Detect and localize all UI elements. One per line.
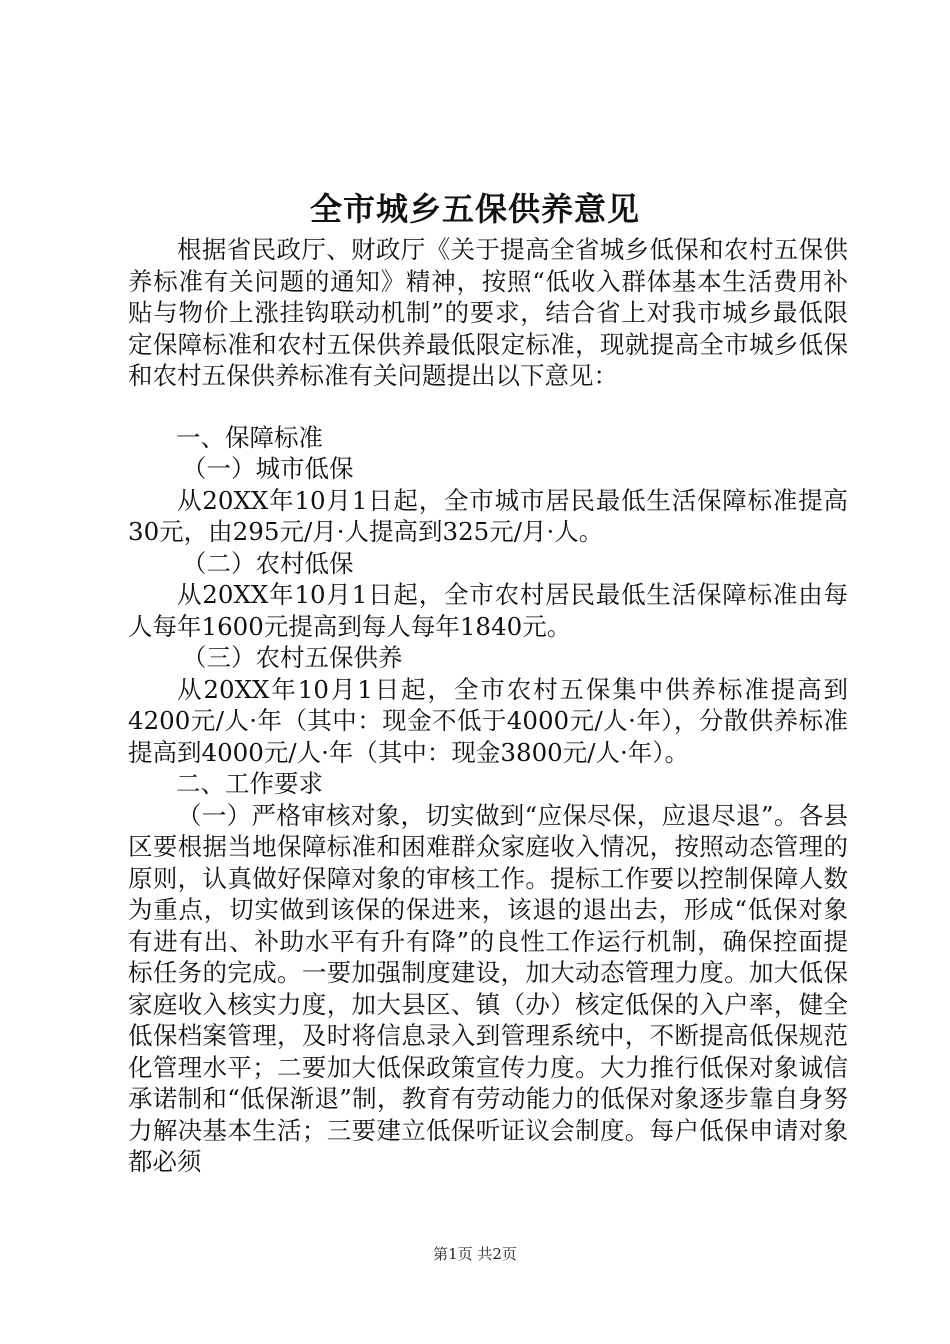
page-footer: 第1页 共2页 xyxy=(433,1245,517,1263)
section2-paragraph: （一）严格审核对象，切实做到“应保尽保，应退尽退”。各县区要根据当地保障标准和困难群众家庭收入情况，按照动态管理的原则，认真做好保障对象的审核工作。提标工作要以控制保障人数为重点，切实做到该保的保进来，该退的退出去，形成“低保对象有进有出、补助水平有升有降”的良性工作运行机制，确保控面提标任务的完成。一要加强制度建设，加大动态管理力度。加大低保家庭收入核实力度，加大县区、镇（办）核定低保的入户率，健全低保档案管理，及时将信息录入到管理系统中，不断提高低保规范化管理水平；二要加大低保政策宣传力度。大力推行低保对象诚信承诺制和“低保渐退”制，教育有劳动能力的低保对象逐步靠自身努力解决基本生活；三要建立低保听证议会制度。每户低保申请对象都必须 xyxy=(128,800,848,1176)
intro-paragraph: 根据省民政厅、财政厅《关于提高全省城乡低保和农村五保供养标准有关问题的通知》精神，按照“低收入群体基本生活费用补贴与物价上涨挂钩联动机制”的要求，结合省上对我市城乡最低限定保障标准和农村五保供养最低限定标准，现就提高全市城乡低保和农村五保供养标准有关问题提出以下意见： xyxy=(128,235,848,390)
section1-sub3-text: 从20XX年10月1日起，全市农村五保集中供养标准提高到4200元/人·年（其中：现金不低于4000元/人·年），分散供养标准提高到4000元/人·年（其中：现金3800元/人·年）。 xyxy=(128,674,848,767)
section1-sub1-heading: （一）城市低保 xyxy=(182,454,354,483)
document-title: 全市城乡五保供养意见 xyxy=(309,190,640,228)
section1-sub2-heading: （二）农村低保 xyxy=(182,548,354,578)
section1-heading: 一、保障标准 xyxy=(176,422,323,452)
section1-sub3-heading: （三）农村五保供养 xyxy=(182,643,403,672)
paragraph-gap xyxy=(128,392,848,422)
document-body xyxy=(128,234,848,1178)
section1-sub1-text: 从20XX年10月1日起，全市城市居民最低生活保障标准提高30元，由295元/月·人提高到325元/月·人。 xyxy=(128,485,848,546)
section1-sub2-text: 从20XX年10月1日起，全市农村居民最低生活保障标准由每人每年1600元提高到每人每年1840元。 xyxy=(128,580,848,641)
section2-heading: 二、工作要求 xyxy=(176,769,323,798)
